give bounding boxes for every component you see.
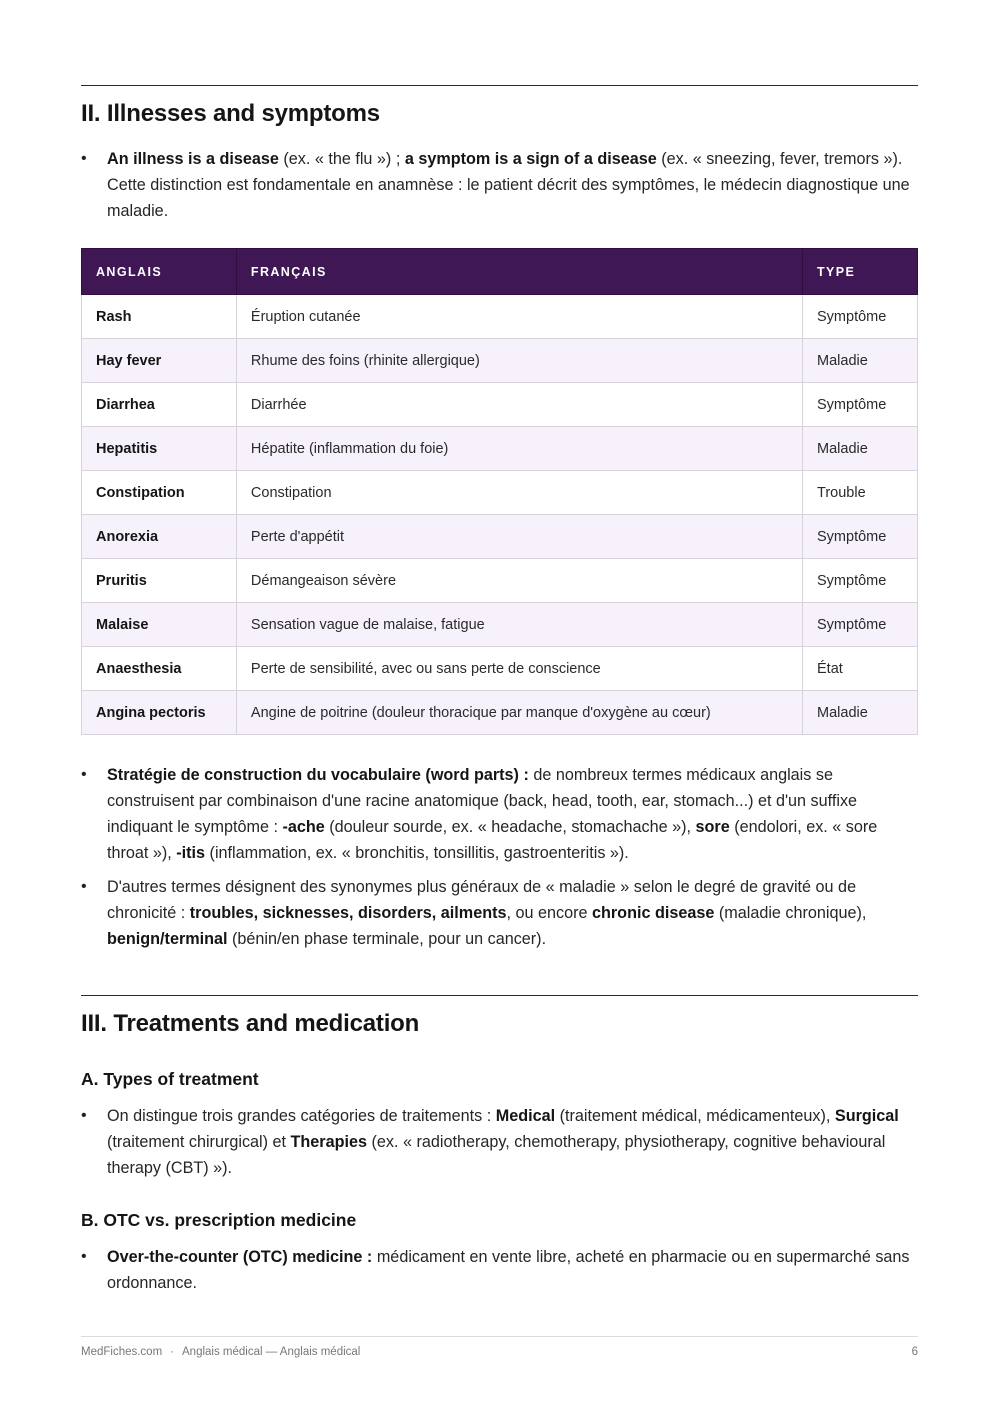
vocabulary-table xyxy=(81,248,918,735)
term-type: Trouble xyxy=(803,471,918,515)
bold-text: -ache xyxy=(282,818,325,836)
term-en: Anaesthesia xyxy=(82,647,237,691)
text: (traitement chirurgical) et xyxy=(107,1133,291,1151)
term-type: État xyxy=(803,647,918,691)
term-en: Malaise xyxy=(82,603,237,647)
table-row xyxy=(82,471,918,515)
term-fr: Éruption cutanée xyxy=(236,295,802,339)
synonyms-bullet xyxy=(81,874,918,952)
footer-left xyxy=(81,1346,360,1358)
table-row xyxy=(82,339,918,383)
section-title: III. Treatments and medication xyxy=(81,1010,420,1037)
term-type: Symptôme xyxy=(803,515,918,559)
footer-site: MedFiches.com xyxy=(81,1346,163,1358)
bold-text: chronic disease xyxy=(591,904,715,922)
text: (endolori, ex. « sore throat »), xyxy=(107,818,878,862)
page-footer xyxy=(81,1336,918,1358)
table-header-row xyxy=(82,249,918,295)
bold-text: sore xyxy=(695,818,730,836)
bold-text: benign/terminal xyxy=(107,930,228,948)
text: (ex. « the flu ») ; xyxy=(278,150,405,168)
text: (maladie chronique), xyxy=(714,904,867,922)
section-divider xyxy=(81,85,918,86)
subsection-title: A. Types of treatment xyxy=(81,1069,259,1089)
term-fr: Diarrhée xyxy=(236,383,802,427)
bold-text: Stratégie de construction du vocabulaire (word parts) : xyxy=(107,766,529,784)
text: médicament en vente libre, acheté en pharmacie ou en supermarché sans ordonnance. xyxy=(107,1248,910,1292)
footer-separator: · xyxy=(170,1346,175,1358)
text: (ex. « radiotherapy, chemotherapy, physiotherapy, cognitive behavioural therapy (CBT) »). xyxy=(107,1133,886,1177)
term-type: Maladie xyxy=(803,339,918,383)
text: On distingue trois grandes catégories de traitements : xyxy=(107,1107,496,1125)
text: (bénin/en phase terminale, pour un cancer). xyxy=(227,930,547,948)
term-fr: Perte d'appétit xyxy=(236,515,802,559)
bold-text: An illness is a disease xyxy=(107,150,279,168)
bold-text: Over-the-counter (OTC) medicine : xyxy=(107,1248,373,1266)
term-en: Constipation xyxy=(82,471,237,515)
section-divider xyxy=(81,995,918,996)
term-fr: Sensation vague de malaise, fatigue xyxy=(236,603,802,647)
term-fr: Rhume des foins (rhinite allergique) xyxy=(236,339,802,383)
bold-text: Medical xyxy=(495,1107,556,1125)
table-row xyxy=(82,515,918,559)
column-header: ANGLAIS xyxy=(82,249,237,295)
term-en: Angina pectoris xyxy=(82,691,237,735)
column-header: FRANÇAIS xyxy=(236,249,802,295)
table-row xyxy=(82,427,918,471)
column-header: TYPE xyxy=(803,249,918,295)
footer-course: Anglais médical — Anglais médical xyxy=(182,1346,361,1358)
page-number: 6 xyxy=(911,1346,918,1358)
term-type: Symptôme xyxy=(803,295,918,339)
term-type: Maladie xyxy=(803,691,918,735)
term-fr: Perte de sensibilité, avec ou sans perte de conscience xyxy=(236,647,802,691)
intro-bullet xyxy=(81,146,918,224)
subsection-title: B. OTC vs. prescription medicine xyxy=(81,1210,357,1230)
term-en: Hay fever xyxy=(82,339,237,383)
table-row xyxy=(82,559,918,603)
bold-text: troubles, sicknesses, disorders, ailments xyxy=(189,904,507,922)
term-en: Pruritis xyxy=(82,559,237,603)
text: , ou encore xyxy=(506,904,592,922)
text: de nombreux termes médicaux anglais se construisent par combinaison d'une racine anatomique (back, head, tooth, ear, stomach...) et d'un suffixe indiquant le symptôme : xyxy=(107,766,858,836)
term-en: Hepatitis xyxy=(82,427,237,471)
bold-text: Surgical xyxy=(834,1107,899,1125)
table-row xyxy=(82,603,918,647)
text: (douleur sourde, ex. « headache, stomachache »), xyxy=(324,818,696,836)
term-en: Anorexia xyxy=(82,515,237,559)
table-row xyxy=(82,295,918,339)
table-row xyxy=(82,383,918,427)
bold-text: Therapies xyxy=(290,1133,368,1151)
text: (inflammation, ex. « bronchitis, tonsillitis, gastroenteritis »). xyxy=(205,844,629,862)
text: D'autres termes désignent des synonymes plus généraux de « maladie » selon le degré de gravité ou de chronicité : xyxy=(107,878,857,922)
term-fr: Constipation xyxy=(236,471,802,515)
term-type: Symptôme xyxy=(803,383,918,427)
term-type: Maladie xyxy=(803,427,918,471)
strategy-bullet xyxy=(81,762,918,866)
table-row xyxy=(82,647,918,691)
text: (ex. « sneezing, fever, tremors »). Cette distinction est fondamentale en anamnèse : le patient décrit des symptômes, le médecin diagnostique une maladie. xyxy=(107,150,910,220)
term-type: Symptôme xyxy=(803,603,918,647)
table-row xyxy=(82,691,918,735)
treatment-types-bullet xyxy=(81,1103,918,1181)
term-fr: Démangeaison sévère xyxy=(236,559,802,603)
bold-text: a symptom is a sign of a disease xyxy=(404,150,657,168)
term-en: Rash xyxy=(82,295,237,339)
section-title: II. Illnesses and symptoms xyxy=(81,100,380,127)
term-en: Diarrhea xyxy=(82,383,237,427)
bold-text: -itis xyxy=(176,844,206,862)
text: (traitement médical, médicamenteux), xyxy=(555,1107,835,1125)
term-fr: Hépatite (inflammation du foie) xyxy=(236,427,802,471)
term-type: Symptôme xyxy=(803,559,918,603)
otc-bullet xyxy=(81,1244,918,1296)
term-fr: Angine de poitrine (douleur thoracique par manque d'oxygène au cœur) xyxy=(236,691,802,735)
